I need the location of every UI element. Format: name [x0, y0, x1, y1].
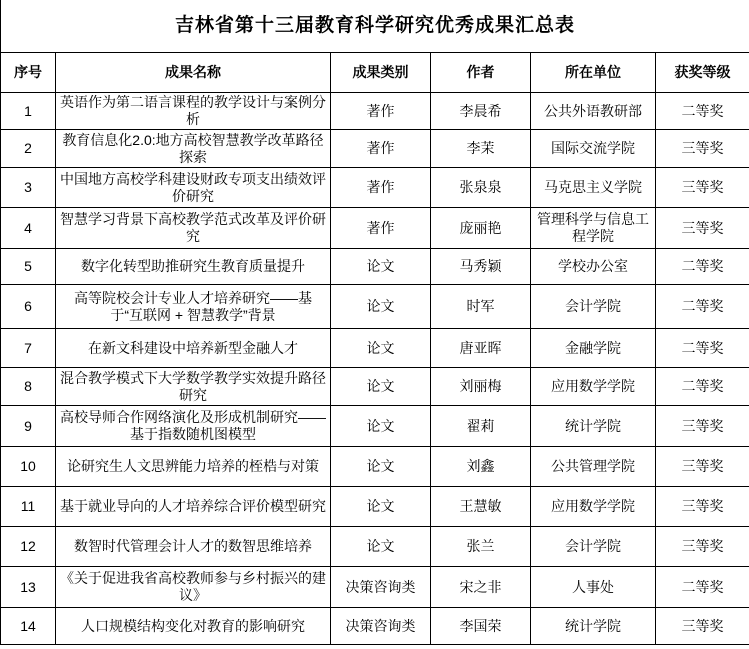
table-row [1, 368, 749, 406]
cell-category: 著作 [331, 93, 431, 130]
cell-unit: 公共外语教研部 [531, 93, 656, 130]
table-row [1, 130, 749, 168]
cell-award: 三等奖 [656, 168, 749, 208]
cell-category: 著作 [331, 168, 431, 208]
cell-no: 11 [1, 487, 56, 527]
table-row [1, 608, 749, 645]
cell-name: 在新文科建设中培养新型金融人才 [56, 329, 331, 368]
cell-author: 时军 [431, 285, 531, 329]
cell-award: 三等奖 [656, 447, 749, 487]
cell-unit: 金融学院 [531, 329, 656, 368]
cell-award: 二等奖 [656, 368, 749, 406]
cell-unit: 统计学院 [531, 406, 656, 447]
cell-award: 三等奖 [656, 130, 749, 168]
cell-award: 三等奖 [656, 608, 749, 645]
page-title: 吉林省第十三届教育科学研究优秀成果汇总表 [1, 0, 749, 53]
cell-award: 二等奖 [656, 567, 749, 608]
cell-author: 刘丽梅 [431, 368, 531, 406]
cell-name: 中国地方高校学科建设财政专项支出绩效评价研究 [56, 168, 331, 208]
cell-category: 著作 [331, 130, 431, 168]
table-row [1, 168, 749, 208]
cell-author: 庞丽艳 [431, 208, 531, 249]
cell-unit: 统计学院 [531, 608, 656, 645]
cell-author: 张泉泉 [431, 168, 531, 208]
cell-unit: 公共管理学院 [531, 447, 656, 487]
cell-unit: 应用数学学院 [531, 368, 656, 406]
cell-unit: 会计学院 [531, 285, 656, 329]
cell-unit: 人事处 [531, 567, 656, 608]
cell-unit: 马克思主义学院 [531, 168, 656, 208]
cell-no: 3 [1, 168, 56, 208]
column-header-author: 作者 [431, 53, 531, 93]
cell-unit: 学校办公室 [531, 249, 656, 285]
cell-award: 二等奖 [656, 285, 749, 329]
cell-no: 6 [1, 285, 56, 329]
cell-name: 基于就业导向的人才培养综合评价模型研究 [56, 487, 331, 527]
cell-no: 13 [1, 567, 56, 608]
cell-category: 著作 [331, 208, 431, 249]
cell-author: 宋之非 [431, 567, 531, 608]
cell-award: 三等奖 [656, 487, 749, 527]
cell-no: 8 [1, 368, 56, 406]
cell-author: 马秀颖 [431, 249, 531, 285]
table-body [1, 93, 749, 645]
cell-name: 高等院校会计专业人才培养研究——基于“互联网 + 智慧教学”背景 [56, 285, 331, 329]
cell-category: 论文 [331, 406, 431, 447]
table-row [1, 285, 749, 329]
table-header-row [1, 53, 749, 93]
cell-no: 9 [1, 406, 56, 447]
cell-author: 李晨希 [431, 93, 531, 130]
cell-unit: 管理科学与信息工程学院 [531, 208, 656, 249]
cell-category: 决策咨询类 [331, 608, 431, 645]
table-row [1, 208, 749, 249]
table-row [1, 329, 749, 368]
cell-no: 1 [1, 93, 56, 130]
cell-no: 14 [1, 608, 56, 645]
cell-name: 混合教学模式下大学数学教学实效提升路径研究 [56, 368, 331, 406]
table-row [1, 406, 749, 447]
cell-award: 二等奖 [656, 249, 749, 285]
cell-category: 论文 [331, 527, 431, 567]
cell-category: 论文 [331, 249, 431, 285]
table-row [1, 93, 749, 130]
cell-category: 论文 [331, 329, 431, 368]
cell-award: 二等奖 [656, 329, 749, 368]
cell-name: 《关于促进我省高校教师参与乡村振兴的建议》 [56, 567, 331, 608]
cell-unit: 应用数学学院 [531, 487, 656, 527]
cell-unit: 国际交流学院 [531, 130, 656, 168]
cell-category: 论文 [331, 285, 431, 329]
cell-name: 人口规模结构变化对教育的影响研究 [56, 608, 331, 645]
cell-name: 智慧学习背景下高校教学范式改革及评价研究 [56, 208, 331, 249]
cell-no: 10 [1, 447, 56, 487]
cell-category: 论文 [331, 447, 431, 487]
cell-award: 三等奖 [656, 406, 749, 447]
cell-no: 12 [1, 527, 56, 567]
cell-unit: 会计学院 [531, 527, 656, 567]
cell-name: 教育信息化2.0:地方高校智慧教学改革路径探索 [56, 130, 331, 168]
cell-award: 二等奖 [656, 93, 749, 130]
cell-author: 王慧敏 [431, 487, 531, 527]
cell-category: 论文 [331, 368, 431, 406]
cell-no: 4 [1, 208, 56, 249]
column-header-unit: 所在单位 [531, 53, 656, 93]
cell-author: 李国荣 [431, 608, 531, 645]
cell-author: 李茉 [431, 130, 531, 168]
column-header-award: 获奖等级 [656, 53, 749, 93]
cell-author: 翟莉 [431, 406, 531, 447]
cell-no: 7 [1, 329, 56, 368]
cell-name: 数智时代管理会计人才的数智思维培养 [56, 527, 331, 567]
cell-name: 高校导师合作网络演化及形成机制研究——基于指数随机图模型 [56, 406, 331, 447]
cell-author: 唐亚晖 [431, 329, 531, 368]
cell-author: 张兰 [431, 527, 531, 567]
column-header-category: 成果类别 [331, 53, 431, 93]
cell-author: 刘鑫 [431, 447, 531, 487]
table-row [1, 567, 749, 608]
table-row [1, 249, 749, 285]
cell-no: 2 [1, 130, 56, 168]
title-row [1, 0, 749, 53]
table-row [1, 487, 749, 527]
cell-no: 5 [1, 249, 56, 285]
table-row [1, 527, 749, 567]
cell-name: 英语作为第二语言课程的教学设计与案例分析 [56, 93, 331, 130]
cell-category: 决策咨询类 [331, 567, 431, 608]
column-header-no: 序号 [1, 53, 56, 93]
cell-award: 三等奖 [656, 527, 749, 567]
table-row [1, 447, 749, 487]
cell-award: 三等奖 [656, 208, 749, 249]
column-header-name: 成果名称 [56, 53, 331, 93]
cell-name: 论研究生人文思辨能力培养的桎梏与对策 [56, 447, 331, 487]
cell-category: 论文 [331, 487, 431, 527]
cell-name: 数字化转型助推研究生教育质量提升 [56, 249, 331, 285]
